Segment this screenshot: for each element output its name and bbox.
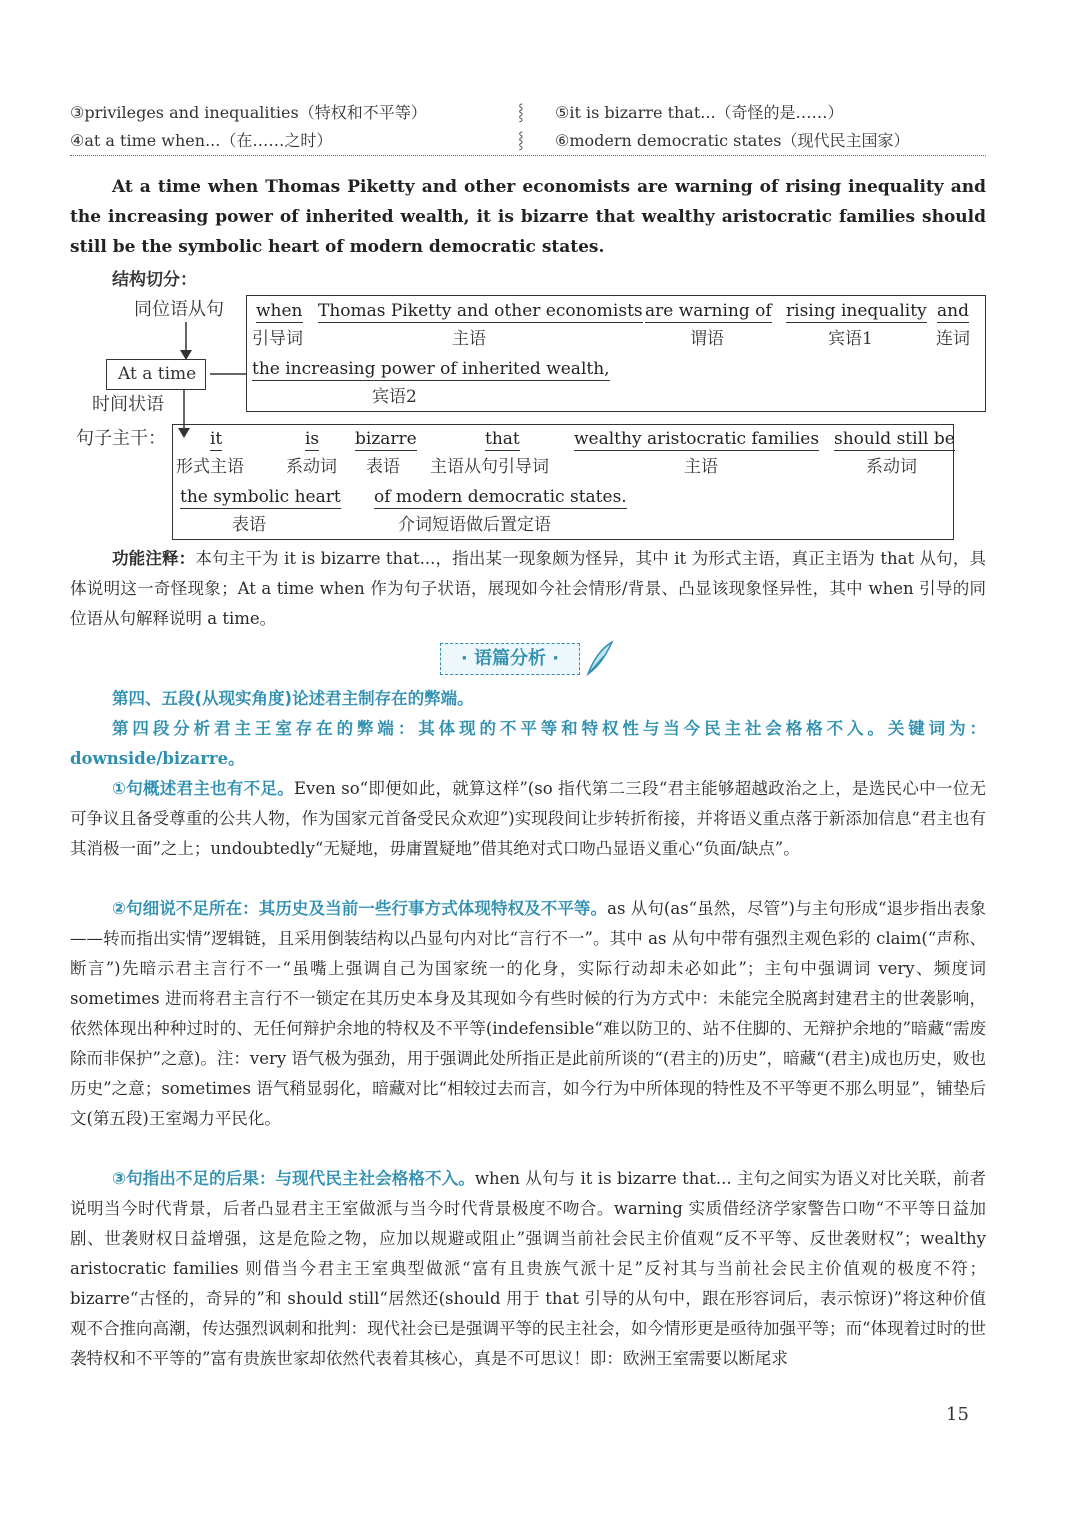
analysis-s2-text: as 从句(as“虽然，尽管”)与主句形成“退步指出表象——转而指出实情”逻辑链，且采用倒装结构以凸显句内对比“言行不一”。其中 as 从句中带有强烈主观色彩的 claim(“声称、断言”)先暗示君主言行不一“虽嘴上强调自己为国家统一的化身，实际行动却未必如此”；主句中强调词 very、频度词 sometimes 进而将君主言行不一锁定在其历史本身及其现如今有些时候的行为方式中：未能完全脱离封建君主的世袭影响，依然体现出种种过时的、无任何辩护余地的特权及不平等(indefensible“难以防卫的、站不住脚的、无辩护余地的”暗藏“需废除而非保护”之意)。注：very 语气极为强劲，用于强调此处所指正是此前所谈的“(君主的)历史”，暗藏“(君主)成也历史，败也历史”之意；sometimes 语气稍显弱化，暗藏对比“相较过去而言，如今行为中所体现的特性及不平等更不那么明显”，铺垫后文(第五段)王室竭力平民化。	[70, 899, 986, 1128]
tag-it: 形式主语	[176, 457, 244, 477]
analysis-sentence-3	[70, 1164, 986, 1374]
function-note-text: 本句主干为 it is bizarre that...，指出某一现象颇为怪异，其中 it 为形式主语，真正主语为 that 从句，具体说明这一奇怪现象；At a time when 作为句子状语，展现如今社会情形/背景、凸显该现象怪异性，其中 when 引导的同位语从句解释说明 a time。	[70, 549, 986, 628]
token-predicate: are warning of	[645, 301, 772, 321]
example-sentence: At a time when Thomas Piketty and other economists are warning of rising inequality and the increasing power of inherited wealth, it is bizarre that wealthy aristocratic families should still be the symbolic heart of modern democratic states.	[70, 177, 986, 257]
tag-object2: 宾语2	[372, 387, 417, 407]
token-and: and	[937, 301, 969, 321]
tag-bizarre: 表语	[366, 457, 400, 477]
tag-is: 系动词	[286, 457, 337, 477]
analysis-s3-text: when 从句与 it is bizarre that... 主句之间实为语义对比关联，前者说明当今时代背景，后者凸显君主王室做派与当今时代背景极度不吻合。warning 实质借经济学家警告口吻“不平等日益加剧、世袭财权日益增强，这是危险之物，应加以规避或阻止”强调当前社会民主价值观“反不平等、反世袭财权”；wealthy aristocratic families 则借当今君主王室典型做派“富有且贵族气派十足”反衬其与当前社会民主价值观的极度不符；bizarre“古怪的，奇异的”和 should still“居然还(should 用于 that 引导的从句中，跟在形容词后，表示惊讶)”将这种价值观不合推向高潮，传达强烈讽刺和批判：现代社会已是强调平等的民主社会，如今情形更是亟待加强平等；而“体现着过时的世袭特权和不平等的”富有贵族世家却依然代表着其核心，真是不可思议！即：欧洲王室需要以断尾求	[70, 1169, 986, 1368]
function-note	[70, 544, 986, 634]
token-heart: the symbolic heart	[180, 487, 341, 507]
tag-subject: 主语	[452, 329, 486, 349]
token-of: of modern democratic states.	[374, 487, 627, 507]
token-should: should still be	[834, 429, 955, 449]
analysis-overview: 第四、五段(从现实角度)论述君主制存在的弊端。	[112, 689, 474, 708]
token-object2: the increasing power of inherited wealth,	[252, 359, 610, 379]
tag-predicate: 谓语	[690, 329, 724, 349]
token-object1: rising inequality	[786, 301, 927, 321]
token-bizarre: bizarre	[355, 429, 417, 449]
wavy-divider: ⸾	[518, 102, 524, 121]
tag-of: 介词短语做后置定语	[398, 515, 551, 535]
analysis-paragraph-4-summary	[70, 714, 986, 774]
vocab-item-5: ⑤it is bizarre that...（奇怪的是……）	[555, 103, 844, 122]
token-is: is	[305, 429, 320, 449]
vocab-item-3: ③privileges and inequalities（特权和不平等）	[70, 103, 427, 122]
structure-heading: 结构切分：	[112, 270, 197, 290]
token-it: it	[210, 429, 223, 449]
analysis-s1-text: Even so“即便如此，就算这样”(so 指代第二三段“君主能够超越政治之上，是选民心中一位无可争议且备受尊重的公共人物，作为国家元首备受民众欢迎”)实现段间让步转折衔接，并将语义重点落于新添加信息“君主也有其消极一面”之上；undoubtedly“无疑地，毋庸置疑地”借其绝对式口吻凸显语义重心“负面/缺点”。	[70, 779, 986, 858]
tag-heart: 表语	[232, 515, 266, 535]
tag-object1: 宾语1	[828, 329, 873, 349]
section-title: · 语篇分析 ·	[440, 643, 580, 675]
main-clause-label: 句子主干：	[76, 428, 166, 449]
page-number: 15	[946, 1404, 969, 1425]
analysis-s2-lead: ②句细说不足所在：其历史及当前一些行事方式体现特权及不平等。	[112, 899, 608, 918]
tag-when: 引导词	[252, 329, 303, 349]
tag-and: 连词	[936, 329, 970, 349]
analysis-sentence-1	[70, 774, 986, 864]
vocab-item-6: ⑥modern democratic states（现代民主国家）	[555, 131, 910, 150]
tag-should: 系动词	[866, 457, 917, 477]
tag-that: 主语从句引导词	[430, 457, 549, 477]
tag-families: 主语	[684, 457, 718, 477]
token-that: that	[485, 429, 520, 449]
token-when: when	[256, 301, 303, 321]
at-a-time-text: At a time	[118, 364, 197, 384]
function-note-label: 功能注释：	[112, 549, 196, 568]
analysis-s3-lead: ③句指出不足的后果：与现代民主社会格格不入。	[112, 1169, 475, 1188]
quill-icon	[582, 638, 618, 678]
appositive-label: 同位语从句	[134, 299, 224, 320]
token-families: wealthy aristocratic families	[574, 429, 820, 449]
wavy-divider-2: ⸾	[518, 130, 524, 149]
analysis-s1-lead: ①句概述君主也有不足。	[112, 779, 294, 798]
vocab-item-4: ④at a time when...（在……之时）	[70, 131, 333, 150]
analysis-sentence-2	[70, 894, 986, 1134]
analysis-keywords: downside/bizarre。	[70, 749, 245, 768]
adverbial-label: 时间状语	[92, 394, 164, 415]
token-subject: Thomas Piketty and other economists	[318, 301, 643, 321]
analysis-p4-summary-text: 第四段分析君主王室存在的弊端：其体现的不平等和特权性与当今民主社会格格不入。关键词为：	[112, 719, 986, 738]
